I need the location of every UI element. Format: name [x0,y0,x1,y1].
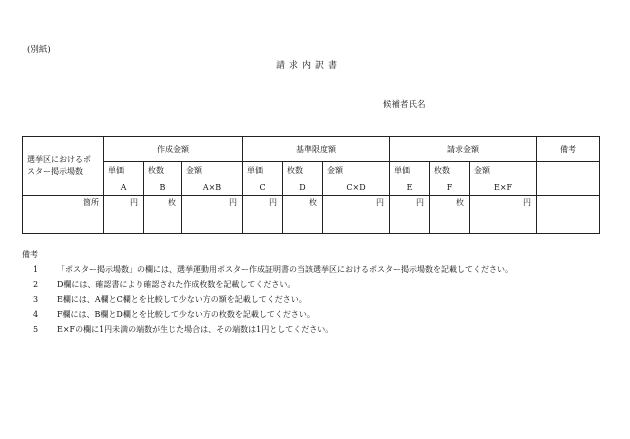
unit-price-a-cell: 円 [104,196,144,234]
amount-cxd-header: 金額 C×D [323,162,390,196]
unit-price-c-cell: 円 [243,196,283,234]
remarks-header: 備考 [537,137,600,162]
count-d-cell: 枚 [283,196,323,234]
candidate-name-label: 候補者氏名 [383,100,426,110]
remarks-cell [537,196,600,234]
note-item: 3 E欄には、A欄とC欄とを比較して少ない方の額を記載してください。 [33,295,307,304]
annex-label: (別紙) [27,45,51,55]
unit-price-e-header: 単価 E [390,162,430,196]
note-item: 1 「ポスター掲示場数」の欄には、選挙運動用ポスター作成証明書の当該選挙区におけるポスター掲示場数を記載してください。 [33,265,513,274]
amount-axb-cell: 円 [182,196,243,234]
unit-price-c-header: 単価 C [243,162,283,196]
production-amount-header: 作成金額 [104,137,243,162]
count-b-header: 枚数 B [144,162,182,196]
note-item: 2 D欄には、確認書により確認された作成枚数を記載してください。 [33,280,296,289]
amount-exf-cell: 円 [470,196,537,234]
amount-axb-header: 金額 A×B [182,162,243,196]
document-title: 請求内訳書 [276,61,342,71]
unit-price-a-header: 単価 A [104,162,144,196]
venue-count-cell: 箇所 [23,196,104,234]
note-item: 4 F欄には、B欄とD欄とを比較して少ない方の枚数を記載してください。 [33,310,315,319]
count-d-header: 枚数 D [283,162,323,196]
notes-heading: 備考 [22,250,38,259]
remarks-sub-cell [537,162,600,196]
note-item: 5 E×Fの欄に1円未満の端数が生じた場合は、その端数は1円としてください。 [33,325,334,334]
count-f-header: 枚数 F [430,162,470,196]
claim-amount-header: 請求金額 [390,137,537,162]
amount-cxd-cell: 円 [323,196,390,234]
count-b-cell: 枚 [144,196,182,234]
claim-breakdown-table [22,136,600,234]
unit-price-e-cell: 円 [390,196,430,234]
limit-amount-header: 基準限度額 [243,137,390,162]
poster-venue-count-header: 選挙区におけるポスター掲示場数 [23,137,104,196]
count-f-cell: 枚 [430,196,470,234]
amount-exf-header: 金額 E×F [470,162,537,196]
